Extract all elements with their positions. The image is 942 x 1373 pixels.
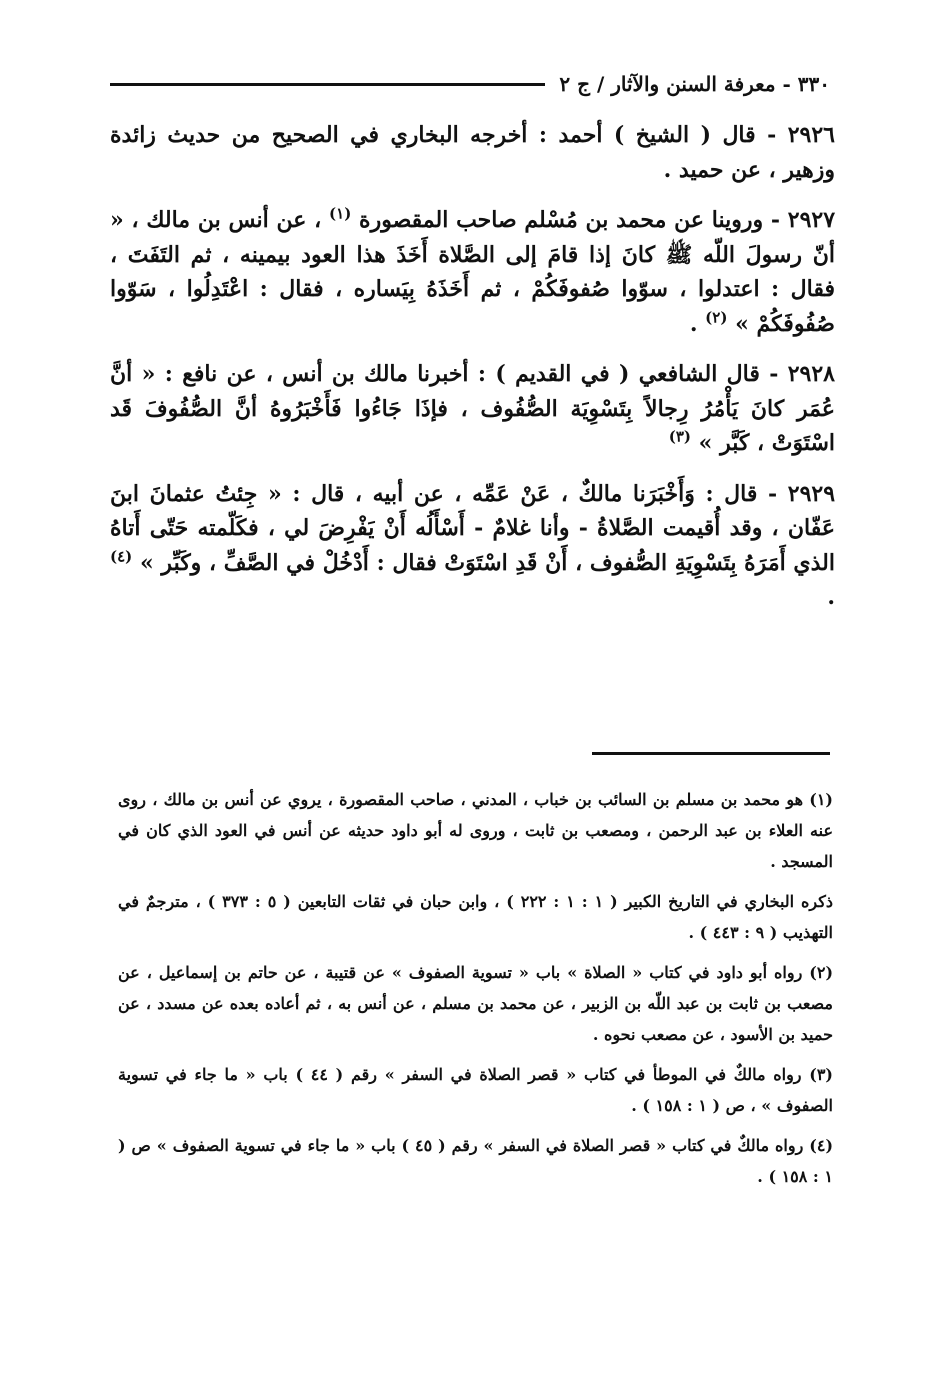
paragraph-text: . — [827, 584, 835, 610]
paragraph-text: - قال ( الشيخ ) أحمد : أخرجه البخاري في الصحيح من حديث زائدة وزهير ، عن حميد . — [110, 122, 835, 183]
footnote-ref[interactable]: (٣) — [668, 427, 691, 446]
footnotes — [118, 784, 833, 1201]
footnote-3: (٣) رواه مالكٌ في الموطأ في كتاب « قصر الصلاة في السفر » رقم ( ٤٤ ) باب « ما جاء في تسوية الصفوف » ، ص ( ١ : ١٥٨ ) . — [118, 1065, 833, 1115]
footnote-4: (٤) رواه مالكٌ في كتاب « قصر الصلاة في السفر » رقم ( ٤٥ ) باب « ما جاء في تسوية الصفوف » ص ( ١ : ١٥٨ ) . — [118, 1136, 834, 1186]
paragraph-number: ٢٩٢٨ — [787, 361, 835, 387]
paragraph-2927 — [110, 203, 835, 341]
footnote-separator — [592, 752, 830, 755]
footnote-1-continued: ذكره البخاري في التاريخ الكبير ( ١ : ١ : ٢٢٢ ) ، وابن حبان في ثقات التابعين ( ٥ : ٣٧٣ ) ، مترجمٌ في التهذيب ( ٩ : ٤٤٣ ) . — [118, 892, 833, 942]
paragraph-2929 — [110, 477, 835, 615]
paragraph-text: ، عن أنس بن مالك ، « أنّ رسولَ اللّه ﷺ كانَ إذا قامَ إلى الصَّلاة أَخَذَ هذا العود بيمينه ، ثم التَفَتَ ، فقال : اعتدلوا ، سوّوا صُفوفَكُمْ ، ثم أَخَذَهُ بِيَساره ، فقال : اعْتَدِلُوا ، سَوّوا صُفُوفَكُمْ » — [110, 207, 835, 337]
paragraph-text: - قال : وَأَخْبَرَنا مالكٌ ، عَنْ عَمِّه ، عن أبيه ، قال : « جِئتُ عثمانَ ابنَ عَفّان ، وقد أُقيمت الصَّلاةُ - وأنا غلامٌ - أَسْأَلُه أَنْ يَفْرِضَ لي ، فكَلّمته حَتّى أَتاهُ الذي أَمَرَهُ بِتَسْوِيَةِ الصُّفوف ، أَنْ قَدِ اسْتَوَتْ فقال : أَدْخُلْ في الصَّفِّ ، وكَبِّر » — [110, 480, 835, 576]
page-header — [110, 66, 830, 102]
paragraph-text: - وروينا عن محمد بن مُسْلم صاحب المقصورة — [351, 207, 788, 233]
header-rule — [110, 83, 545, 86]
footnote-ref[interactable]: (١) — [329, 204, 352, 223]
footnote-ref[interactable]: (٢) — [705, 308, 728, 327]
paragraph-text: . — [689, 310, 706, 337]
main-text — [110, 118, 835, 631]
footnote-ref[interactable]: (٤) — [110, 547, 133, 566]
footnote-1: (١) هو محمد بن مسلم بن السائب بن خباب ، المدني ، صاحب المقصورة ، يروي عن أنس بن مالك ، روى عنه العلاء بن عبد الرحمن ، ومصعب بن ثابت ، وروى له أبو داود حديثه عن أنس في العود الذي كان في المسجد . — [118, 790, 833, 871]
paragraph-number: ٢٩٢٧ — [787, 207, 836, 233]
running-header: ٣٣٠ - معرفة السنن والآثار / ج ٢ — [559, 72, 830, 96]
paragraph-number: ٢٩٢٩ — [787, 480, 836, 507]
paragraph-2928 — [110, 357, 835, 461]
paragraph-2926 — [110, 118, 835, 187]
footnote-2: (٢) رواه أبو داود في كتاب « الصلاة » باب « تسوية الصفوف » عن قتيبة ، عن حاتم بن إسماعيل ، عن مصعب بن ثابت بن عبد اللّه بن الزبير ، عن محمد بن مسلم ، عن أنس به ، ثم أعاده بعده عن مسدد ، عن حميد بن الأسود ، عن مصعب نحوه . — [118, 963, 834, 1044]
paragraph-number: ٢٩٢٦ — [787, 122, 835, 148]
paragraph-text: - قال الشافعي ( في القديم ) : أخبرنا مالك بن أنس ، عن نافع : « أنَّ عُمَر كانَ يَأْمُرُ رِجالاً بِتَسْوِيَة الصُّفُوف ، فإذَا جَاءُوا فَأَخْبَرُوهُ أنَّ الصُّفُوفَ قَد اسْتَوَتْ ، كَبَّر » — [110, 361, 835, 456]
